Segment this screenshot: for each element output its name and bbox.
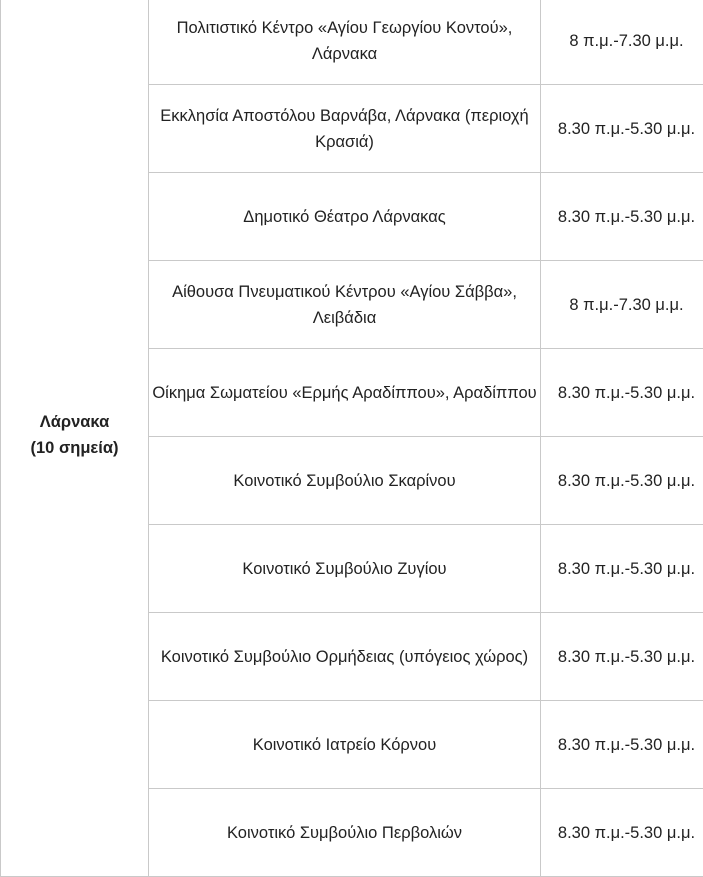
hours-text: 8 π.μ.-7.30 μ.μ. — [541, 28, 703, 54]
region-name: Λάρνακα — [1, 409, 148, 435]
hours-text: 8.30 π.μ.-5.30 μ.μ. — [541, 732, 703, 758]
hours-text: 8.30 π.μ.-5.30 μ.μ. — [541, 644, 703, 670]
hours-text: 8.30 π.μ.-5.30 μ.μ. — [541, 116, 703, 142]
hours-cell — [541, 0, 703, 85]
hours-text: 8 π.μ.-7.30 μ.μ. — [541, 292, 703, 318]
hours-cell — [541, 261, 703, 349]
hours-cell — [541, 437, 703, 525]
place-cell: Κοινοτικό Συμβούλιο Σκαρίνου — [149, 437, 541, 525]
hours-text: 8.30 π.μ.-5.30 μ.μ. — [541, 468, 703, 494]
place-cell: Κοινοτικό Συμβούλιο Ορμήδειας (υπόγειος χώρος) — [149, 613, 541, 701]
place-cell: Κοινοτικό Συμβούλιο Περβολιών — [149, 789, 541, 877]
hours-cell — [541, 173, 703, 261]
hours-cell — [541, 789, 703, 877]
region-cell — [1, 0, 149, 877]
hours-cell — [541, 525, 703, 613]
hours-text: 8.30 π.μ.-5.30 μ.μ. — [541, 556, 703, 582]
hours-text: 8.30 π.μ.-5.30 μ.μ. — [541, 204, 703, 230]
region-count: (10 σημεία) — [1, 435, 148, 461]
place-cell: Οίκημα Σωματείου «Ερμής Αραδίππου», Αραδίππου — [149, 349, 541, 437]
hours-text: 8.30 π.μ.-5.30 μ.μ. — [541, 820, 703, 846]
place-cell: Εκκλησία Αποστόλου Βαρνάβα, Λάρνακα (περιοχή Κρασιά) — [149, 85, 541, 173]
place-cell: Δημοτικό Θέατρο Λάρνακας — [149, 173, 541, 261]
place-cell: Πολιτιστικό Κέντρο «Αγίου Γεωργίου Κοντού», Λάρνακα — [149, 0, 541, 85]
hours-cell — [541, 701, 703, 789]
place-cell: Κοινοτικό Ιατρείο Κόρνου — [149, 701, 541, 789]
hours-cell — [541, 613, 703, 701]
table-row — [1, 0, 703, 85]
hours-cell — [541, 85, 703, 173]
place-cell: Αίθουσα Πνευματικού Κέντρου «Αγίου Σάββα», Λειβάδια — [149, 261, 541, 349]
place-cell: Κοινοτικό Συμβούλιο Ζυγίου — [149, 525, 541, 613]
hours-cell — [541, 349, 703, 437]
hours-text: 8.30 π.μ.-5.30 μ.μ. — [541, 380, 703, 406]
